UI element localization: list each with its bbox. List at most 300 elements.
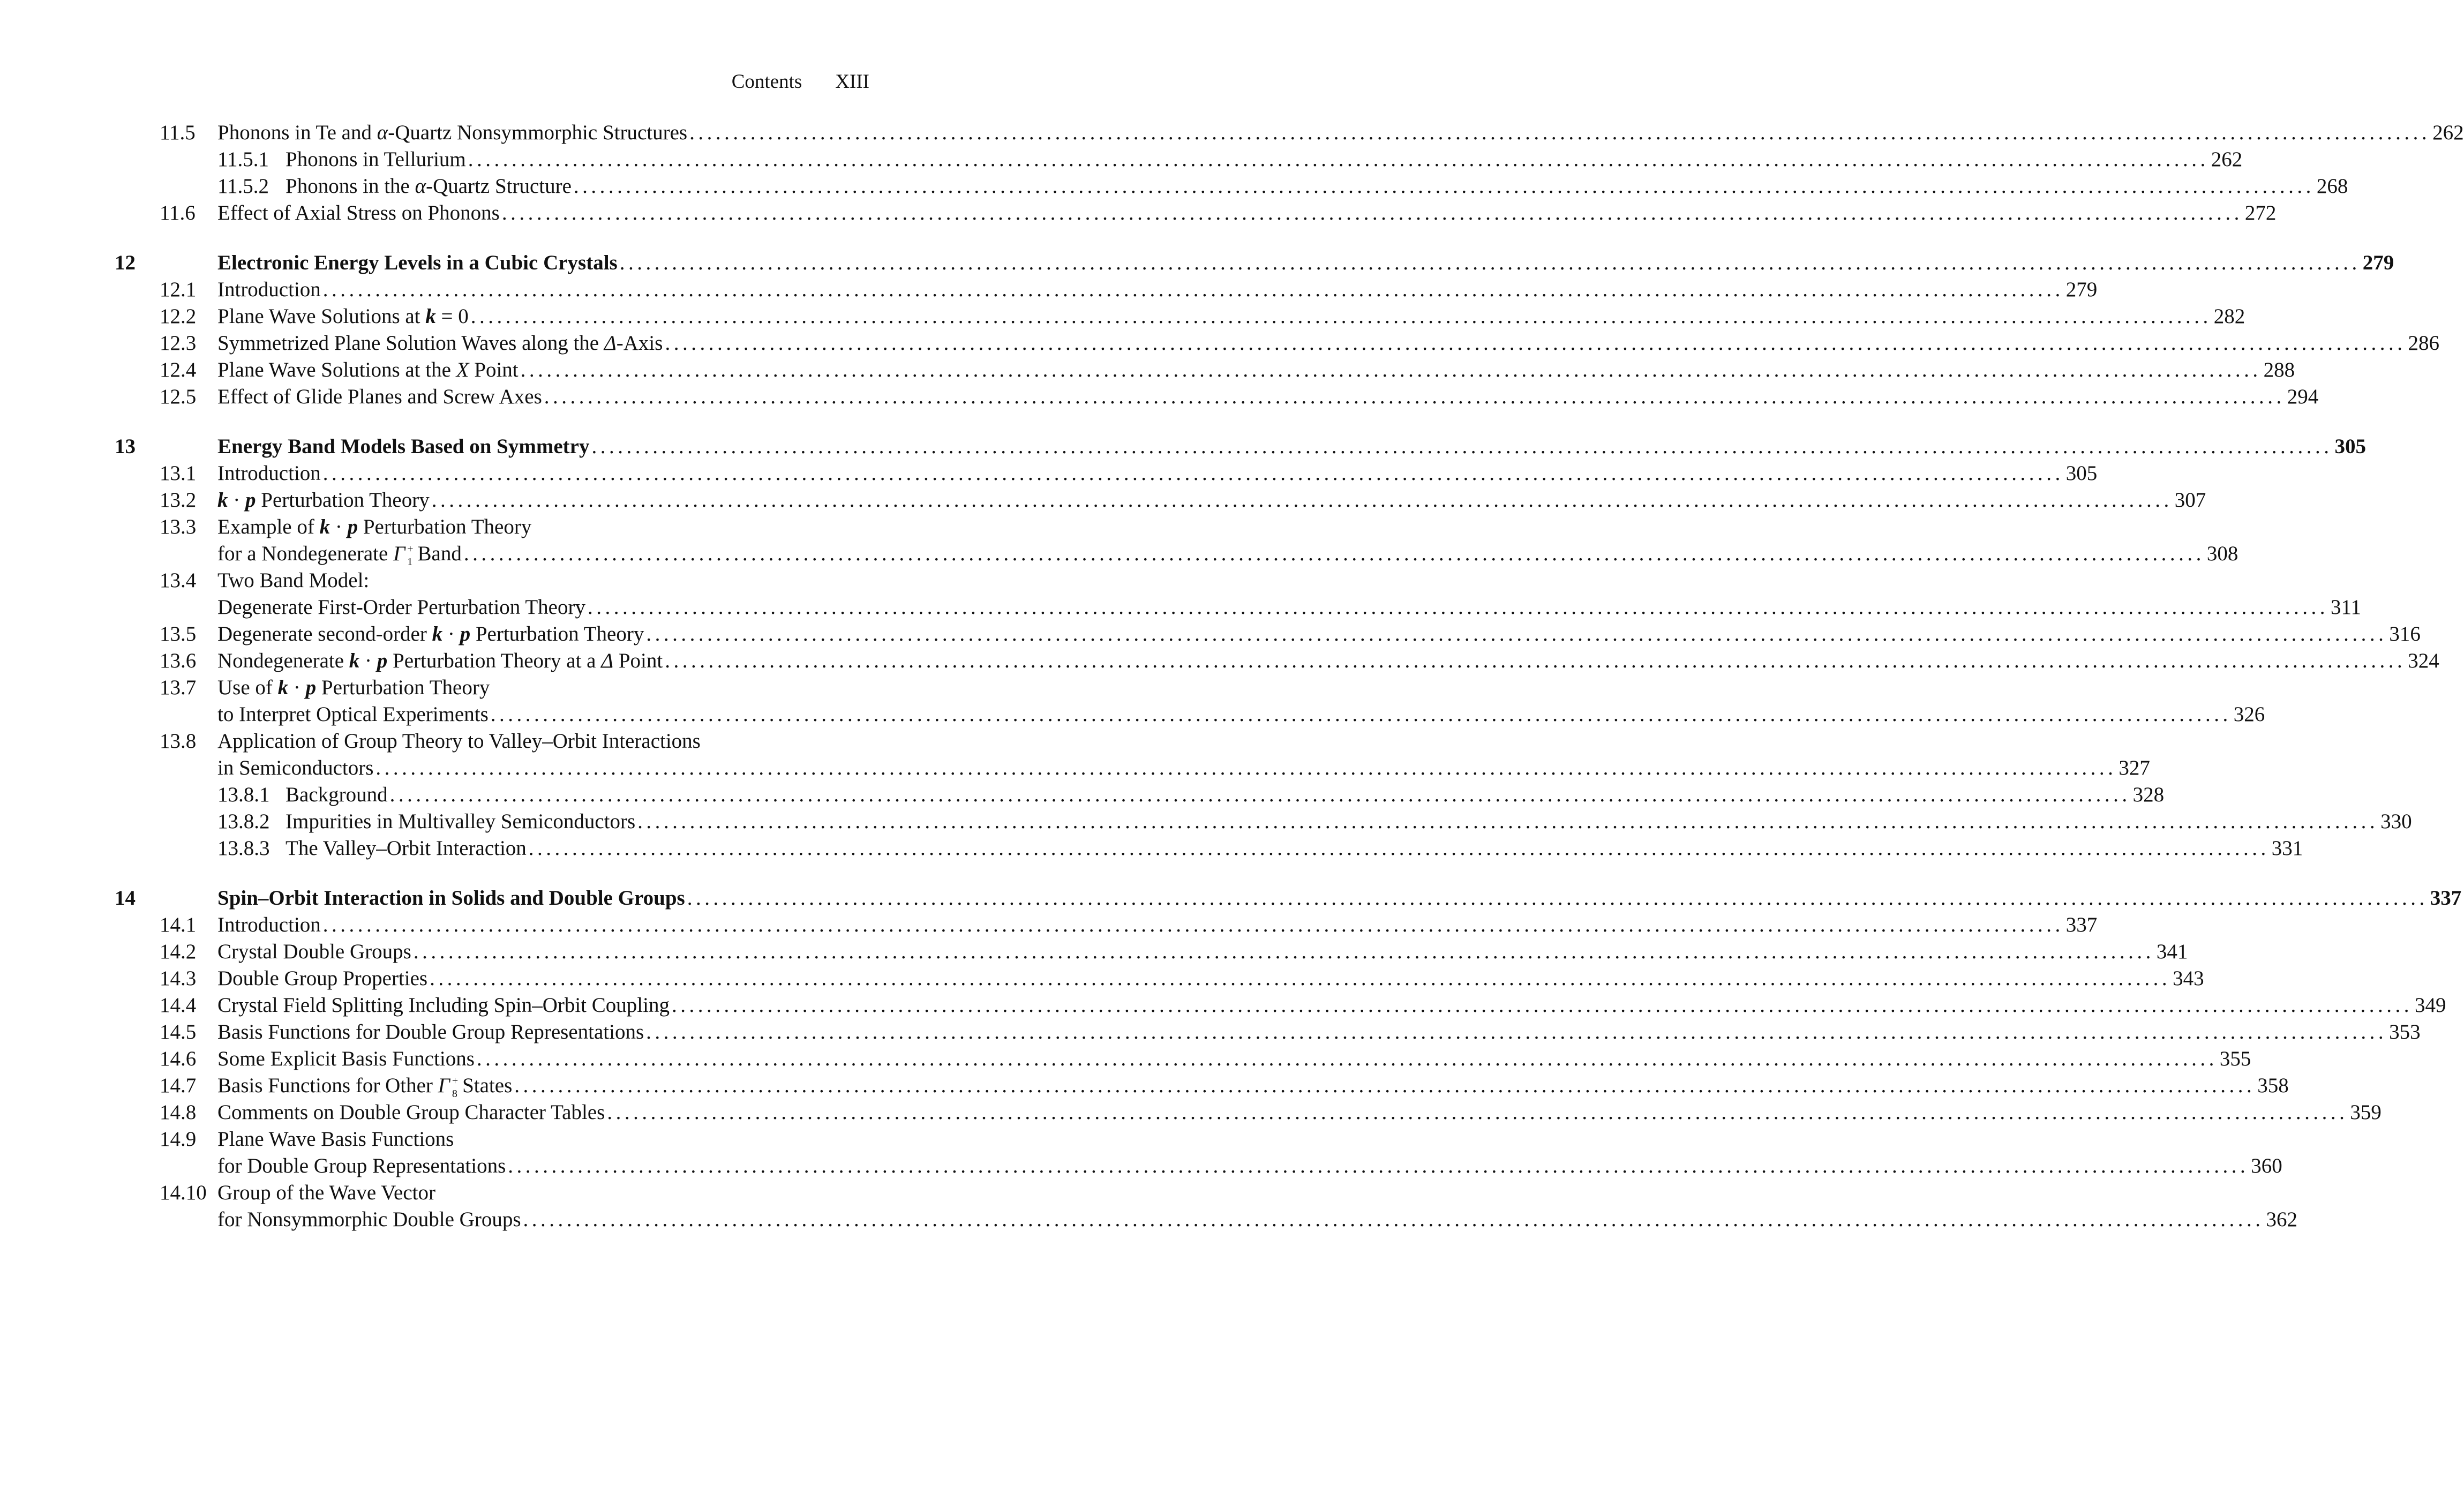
toc-entry[interactable] — [0, 460, 2098, 487]
title-text: -Quartz Structure — [426, 175, 572, 198]
entry-page-number: 341 — [2156, 940, 2188, 963]
entry-page-number: 337 — [2430, 887, 2462, 910]
title-text: for a Nondegenerate — [217, 542, 394, 565]
dot-leader: ........................................................................................................................................................................................................ — [687, 887, 2428, 910]
entry-page-number: 362 — [2266, 1208, 2298, 1231]
entry-title — [217, 514, 531, 540]
title-text: · — [442, 622, 460, 645]
title-text: Plane Wave Solutions at the — [217, 358, 456, 381]
entry-page-number: 288 — [2263, 358, 2295, 381]
entry-line — [217, 330, 2439, 357]
entry-title — [217, 384, 542, 410]
math-symbol: k — [349, 649, 360, 672]
title-text: Point — [613, 649, 663, 672]
running-header-title: Contents — [731, 71, 802, 93]
dot-leader: ........................................................................................................................................................................................................ — [322, 278, 2064, 301]
subscript: 1 — [407, 556, 413, 568]
toc-entry[interactable] — [0, 1153, 2282, 1180]
dot-leader: ........................................................................................................................................................................................................ — [463, 542, 2205, 565]
entry-number: 14.4 — [160, 994, 197, 1017]
entry-number: 14.7 — [160, 1074, 197, 1097]
entry-number: 14.1 — [160, 913, 197, 936]
title-text: Perturbation Theory — [316, 676, 490, 699]
entry-line — [217, 1206, 2298, 1233]
toc-entry[interactable] — [0, 912, 2098, 938]
title-text: Spin–Orbit Interaction in Solids and Double Groups — [217, 887, 685, 910]
entry-page-number: 326 — [2233, 703, 2265, 726]
entry-number: 12.5 — [160, 385, 197, 408]
math-symbol: Γ — [393, 542, 405, 565]
toc-entry[interactable] — [0, 1126, 981, 1153]
entry-number: 13.7 — [160, 676, 197, 699]
math-symbol: p — [305, 676, 317, 699]
entry-line — [217, 1072, 2289, 1100]
title-text: Phonons in Tellurium — [286, 148, 466, 171]
title-text: · — [330, 515, 348, 538]
entry-number: 12.1 — [160, 278, 197, 301]
entry-page-number: 324 — [2408, 649, 2439, 672]
dot-leader: ........................................................................................................................................................................................................ — [490, 703, 2232, 726]
title-text: Perturbation Theory — [256, 489, 430, 512]
entry-number: 12.3 — [160, 332, 197, 355]
title-text: · — [359, 649, 377, 672]
running-header — [732, 69, 869, 95]
entry-line — [217, 514, 869, 540]
entry-number: 13.2 — [160, 489, 197, 512]
entry-title — [217, 460, 321, 487]
dot-leader: ........................................................................................................................................................................................................ — [430, 967, 2171, 990]
entry-line — [217, 276, 2098, 303]
math-symbol: p — [347, 515, 358, 538]
dot-leader: ........................................................................................................................................................................................................ — [619, 251, 2361, 274]
toc-entry[interactable] — [0, 808, 2412, 835]
entry-number: 12 — [115, 251, 136, 274]
entry-line — [286, 173, 2348, 200]
toc-entry[interactable] — [0, 1180, 981, 1206]
title-text: Basis Functions for Other — [217, 1074, 438, 1097]
dot-leader: ........................................................................................................................................................................................................ — [468, 148, 2209, 171]
dot-leader: ........................................................................................................................................................................................................ — [322, 913, 2064, 936]
dot-leader: ........................................................................................................................................................................................................ — [389, 783, 2131, 806]
entry-number: 13 — [115, 435, 136, 458]
toc-entry[interactable] — [0, 1046, 2251, 1072]
entry-line — [286, 835, 2303, 862]
title-text: to Interpret Optical Experiments — [217, 703, 489, 726]
entry-page-number: 305 — [2334, 435, 2366, 458]
dot-leader: ........................................................................................................................................................................................................ — [591, 435, 2333, 458]
toc-entry[interactable] — [0, 965, 2204, 992]
title-text: Comments on Double Group Character Tables — [217, 1101, 605, 1124]
dot-leader: ........................................................................................................................................................................................................ — [544, 385, 2285, 408]
entry-page-number: 355 — [2219, 1047, 2251, 1070]
entry-line — [217, 912, 2098, 938]
dot-leader: ........................................................................................................................................................................................................ — [689, 121, 2431, 144]
entry-line — [217, 487, 2206, 514]
toc-entry[interactable] — [0, 674, 981, 701]
math-symbol: k — [432, 622, 443, 645]
dot-leader: ........................................................................................................................................................................................................ — [322, 462, 2064, 485]
title-text: States — [462, 1074, 513, 1097]
math-symbol: p — [460, 622, 471, 645]
dot-leader: ........................................................................................................................................................................................................ — [520, 358, 2262, 381]
dot-leader: ........................................................................................................................................................................................................ — [637, 810, 2379, 833]
dot-leader: ........................................................................................................................................................................................................ — [646, 622, 2387, 645]
entry-number: 11.5.2 — [217, 175, 269, 198]
entry-line — [217, 540, 2238, 568]
entry-line — [217, 433, 2366, 460]
entry-line — [286, 146, 2243, 173]
entry-number: 13.8.1 — [217, 783, 270, 806]
dot-leader: ........................................................................................................................................................................................................ — [587, 596, 2328, 619]
title-text: Phonons in the — [286, 175, 415, 198]
toc-entry[interactable] — [0, 701, 2265, 728]
dot-leader: ........................................................................................................................................................................................................ — [646, 1020, 2387, 1043]
title-text: Effect of Axial Stress on Phonons — [217, 201, 500, 224]
entry-number: 13.5 — [160, 622, 197, 645]
toc-entry[interactable] — [0, 594, 2362, 621]
title-text: Example of — [217, 515, 320, 538]
toc-entry[interactable] — [0, 1072, 2289, 1100]
entry-line — [217, 1126, 869, 1153]
toc-entry[interactable] — [0, 728, 981, 755]
entry-page-number: 337 — [2065, 913, 2098, 936]
dot-leader: ........................................................................................................................................................................................................ — [665, 332, 2406, 355]
entry-title — [217, 567, 369, 594]
page-number: XIII — [835, 71, 869, 93]
sub-superscript — [452, 1075, 458, 1100]
entry-page-number: 311 — [2330, 596, 2362, 619]
toc-entry[interactable] — [0, 173, 2348, 200]
math-symbol: Δ — [604, 332, 617, 355]
entry-page-number: 279 — [2065, 278, 2098, 301]
entry-page-number: 262 — [2211, 148, 2243, 171]
entry-title — [217, 540, 462, 568]
entry-line — [217, 384, 2319, 410]
toc-entry[interactable] — [0, 330, 2439, 357]
entry-title — [217, 755, 373, 782]
toc-entry[interactable] — [0, 621, 2421, 648]
toc-entry[interactable] — [0, 992, 2446, 1019]
entry-number: 14.9 — [160, 1128, 197, 1151]
toc-entry[interactable] — [0, 835, 2303, 862]
entry-line — [217, 938, 2188, 965]
entry-title — [286, 835, 527, 862]
dot-leader: ........................................................................................................................................................................................................ — [431, 489, 2173, 512]
title-text: The Valley–Orbit Interaction — [286, 837, 527, 860]
math-symbol: α — [377, 121, 388, 144]
math-symbol: X — [456, 358, 469, 381]
title-text: Double Group Properties — [217, 967, 428, 990]
entry-title — [217, 1153, 506, 1180]
title-text: for Nonsymmorphic Double Groups — [217, 1208, 521, 1231]
entry-number: 13.8.3 — [217, 837, 270, 860]
entry-line — [217, 701, 2265, 728]
math-symbol: p — [245, 489, 256, 512]
math-symbol: Δ — [601, 649, 614, 672]
entry-number: 13.8.2 — [217, 810, 270, 833]
superscript: + — [407, 543, 414, 555]
entry-title — [217, 965, 427, 992]
title-text: Group of the Wave Vector — [217, 1181, 435, 1204]
title-text: Symmetrized Plane Solution Waves along the — [217, 332, 604, 355]
entry-title — [217, 250, 618, 276]
entry-line — [217, 567, 869, 594]
title-text: Introduction — [217, 462, 321, 485]
entry-page-number: 358 — [2257, 1074, 2289, 1097]
entry-title — [217, 276, 321, 303]
entry-title — [217, 674, 490, 701]
math-symbol: k — [425, 305, 436, 328]
entry-page-number: 282 — [2213, 305, 2245, 328]
title-text: Effect of Glide Planes and Screw Axes — [217, 385, 542, 408]
math-symbol: k — [217, 489, 228, 512]
toc-entry[interactable] — [0, 303, 2245, 330]
toc-chapter-entry[interactable] — [0, 433, 2366, 460]
dot-leader: ........................................................................................................................................................................................................ — [476, 1047, 2218, 1070]
entry-page-number: 343 — [2173, 967, 2204, 990]
entry-page-number: 279 — [2362, 251, 2394, 274]
entry-page-number: 330 — [2380, 810, 2412, 833]
entry-line — [217, 992, 2446, 1019]
title-text: Perturbation Theory — [470, 622, 644, 645]
title-text: -Axis — [616, 332, 663, 355]
entry-page-number: 328 — [2132, 783, 2165, 806]
entry-line — [217, 621, 2421, 648]
toc-entry[interactable] — [0, 276, 2098, 303]
entry-title — [217, 1206, 521, 1233]
title-text: Background — [286, 783, 388, 806]
entry-line — [217, 885, 2462, 912]
entry-title — [217, 200, 500, 227]
dot-leader: ........................................................................................................................................................................................................ — [508, 1154, 2249, 1177]
entry-title — [217, 303, 469, 330]
dot-leader: ........................................................................................................................................................................................................ — [470, 305, 2212, 328]
toc-entry[interactable] — [0, 200, 2277, 227]
toc-entry[interactable] — [0, 782, 2165, 808]
entry-page-number: 294 — [2287, 385, 2319, 408]
title-text: Perturbation Theory — [358, 515, 532, 538]
sub-superscript — [407, 543, 413, 568]
title-text: Degenerate First-Order Perturbation Theory — [217, 596, 585, 619]
dot-leader: ........................................................................................................................................................................................................ — [514, 1074, 2256, 1097]
entry-page-number: 307 — [2174, 489, 2206, 512]
entry-line — [217, 594, 2362, 621]
title-text: Electronic Energy Levels in a Cubic Crystals — [217, 251, 618, 274]
entry-number: 14.3 — [160, 967, 197, 990]
entry-page-number: 305 — [2065, 462, 2098, 485]
toc-entry[interactable] — [0, 1206, 2298, 1233]
entry-page-number: 272 — [2244, 201, 2277, 224]
toc-entry[interactable] — [0, 357, 2295, 384]
entry-line — [217, 1099, 2382, 1126]
entry-title — [217, 1099, 605, 1126]
superscript: + — [452, 1075, 459, 1087]
toc-entry[interactable] — [0, 938, 2188, 965]
entry-line — [217, 648, 2439, 674]
entry-line — [217, 119, 2464, 146]
entry-number: 11.6 — [160, 201, 196, 224]
entry-title — [217, 938, 411, 965]
title-text: · — [228, 489, 245, 512]
dot-leader: ........................................................................................................................................................................................................ — [573, 175, 2315, 198]
entry-page-number: 327 — [2119, 756, 2150, 779]
entry-title — [217, 330, 663, 357]
entry-page-number: 359 — [2350, 1101, 2382, 1124]
title-text: = 0 — [435, 305, 469, 328]
title-text: Perturbation Theory at a — [387, 649, 602, 672]
entry-line — [217, 1180, 869, 1206]
dot-leader: ........................................................................................................................................................................................................ — [501, 201, 2243, 224]
entry-number: 11.5.1 — [217, 148, 269, 171]
title-text: Phonons in Te and — [217, 121, 377, 144]
entry-line — [217, 303, 2245, 330]
entry-line — [217, 200, 2277, 227]
entry-number: 14.5 — [160, 1020, 197, 1043]
toc-chapter-entry[interactable] — [0, 885, 2462, 912]
entry-title — [286, 146, 466, 173]
entry-title — [217, 1019, 644, 1046]
entry-title — [217, 1126, 454, 1153]
dot-leader: ........................................................................................................................................................................................................ — [375, 756, 2117, 779]
entry-number: 13.6 — [160, 649, 197, 672]
entry-line — [217, 1153, 2282, 1180]
entry-number: 14.6 — [160, 1047, 197, 1070]
math-symbol: k — [319, 515, 330, 538]
entry-line — [217, 755, 2150, 782]
title-text: · — [288, 676, 306, 699]
entry-line — [217, 674, 869, 701]
entry-number: 14.2 — [160, 940, 197, 963]
dot-leader: ........................................................................................................................................................................................................ — [607, 1101, 2348, 1124]
toc-entry[interactable] — [0, 1019, 2421, 1046]
entry-page-number: 268 — [2316, 175, 2348, 198]
dot-leader: ........................................................................................................................................................................................................ — [528, 837, 2270, 860]
math-symbol: k — [277, 676, 289, 699]
entry-line — [217, 728, 869, 755]
entry-page-number: 360 — [2251, 1154, 2282, 1177]
entry-number: 12.2 — [160, 305, 197, 328]
title-text: Impurities in Multivalley Semiconductors — [286, 810, 636, 833]
title-text: Crystal Field Splitting Including Spin–Orbit Coupling — [217, 994, 670, 1017]
entry-number: 13.1 — [160, 462, 197, 485]
title-text: Introduction — [217, 278, 321, 301]
title-text: Plane Wave Solutions at — [217, 305, 426, 328]
entry-line — [286, 782, 2165, 808]
dot-leader: ........................................................................................................................................................................................................ — [671, 994, 2413, 1017]
toc-entry[interactable] — [0, 119, 2464, 146]
entry-title — [217, 992, 670, 1019]
entry-number: 13.8 — [160, 730, 197, 753]
entry-page-number: 316 — [2389, 622, 2421, 645]
entry-number: 13.4 — [160, 569, 197, 592]
entry-title — [286, 782, 388, 808]
entry-line — [217, 460, 2098, 487]
entry-title — [217, 1046, 475, 1072]
title-text: Point — [469, 358, 519, 381]
toc-entry[interactable] — [0, 540, 2238, 568]
title-text: Plane Wave Basis Functions — [217, 1128, 454, 1151]
entry-title — [286, 173, 572, 200]
toc-entry[interactable] — [0, 648, 2439, 674]
entry-title — [217, 912, 321, 938]
entry-number: 14.8 — [160, 1101, 197, 1124]
title-text: for Double Group Representations — [217, 1154, 506, 1177]
math-symbol: α — [415, 175, 426, 198]
entry-number: 14.10 — [160, 1181, 207, 1204]
entry-title — [217, 885, 685, 912]
title-text: Energy Band Models Based on Symmetry — [217, 435, 590, 458]
entry-title — [217, 487, 430, 514]
math-symbol: Γ — [438, 1074, 450, 1097]
entry-title — [217, 728, 701, 755]
table-of-contents — [0, 119, 2464, 1233]
title-text: -Quartz Nonsymmorphic Structures — [388, 121, 688, 144]
dot-leader: ........................................................................................................................................................................................................ — [523, 1208, 2264, 1231]
toc-entry[interactable] — [0, 567, 981, 594]
entry-page-number: 308 — [2206, 542, 2238, 565]
entry-line — [286, 808, 2412, 835]
entry-page-number: 353 — [2389, 1020, 2421, 1043]
subscript: 8 — [452, 1088, 457, 1100]
title-text: Use of — [217, 676, 278, 699]
entry-title — [217, 701, 489, 728]
title-text: Band — [417, 542, 462, 565]
entry-title — [217, 119, 687, 146]
entry-line — [217, 1046, 2251, 1072]
toc-entry[interactable] — [0, 146, 2243, 173]
entry-title — [217, 357, 519, 384]
dot-leader: ........................................................................................................................................................................................................ — [413, 940, 2154, 963]
entry-page-number: 262 — [2432, 121, 2464, 144]
toc-entry[interactable] — [0, 384, 2319, 410]
entry-title — [217, 648, 663, 674]
title-text: Crystal Double Groups — [217, 940, 411, 963]
entry-page-number: 349 — [2414, 994, 2446, 1017]
toc-entry[interactable] — [0, 755, 2150, 782]
entry-line — [217, 357, 2295, 384]
toc-entry[interactable] — [0, 514, 981, 540]
title-text: Degenerate second-order — [217, 622, 432, 645]
entry-title — [217, 1072, 512, 1100]
entry-number: 12.4 — [160, 358, 197, 381]
entry-title — [217, 1180, 435, 1206]
entry-number: 14 — [115, 887, 136, 910]
entry-title — [286, 808, 635, 835]
entry-page-number: 286 — [2408, 332, 2439, 355]
toc-entry[interactable] — [0, 487, 2206, 514]
entry-number: 13.3 — [160, 515, 197, 538]
entry-line — [217, 250, 2394, 276]
entry-line — [217, 1019, 2421, 1046]
title-text: in Semiconductors — [217, 756, 374, 779]
title-text: Introduction — [217, 913, 321, 936]
title-text: Basis Functions for Double Group Representations — [217, 1020, 644, 1043]
dot-leader: ........................................................................................................................................................................................................ — [665, 649, 2406, 672]
math-symbol: p — [377, 649, 388, 672]
toc-entry[interactable] — [0, 1099, 2382, 1126]
title-text: Two Band Model: — [217, 569, 370, 592]
entry-title — [217, 621, 644, 648]
entry-page-number: 331 — [2271, 837, 2303, 860]
title-text: Nondegenerate — [217, 649, 349, 672]
entry-line — [217, 965, 2204, 992]
title-text: Application of Group Theory to Valley–Orbit Interactions — [217, 730, 701, 753]
entry-title — [217, 433, 589, 460]
entry-number: 11.5 — [160, 121, 196, 144]
entry-title — [217, 594, 585, 621]
title-text: Some Explicit Basis Functions — [217, 1047, 475, 1070]
toc-chapter-entry[interactable] — [0, 250, 2394, 276]
